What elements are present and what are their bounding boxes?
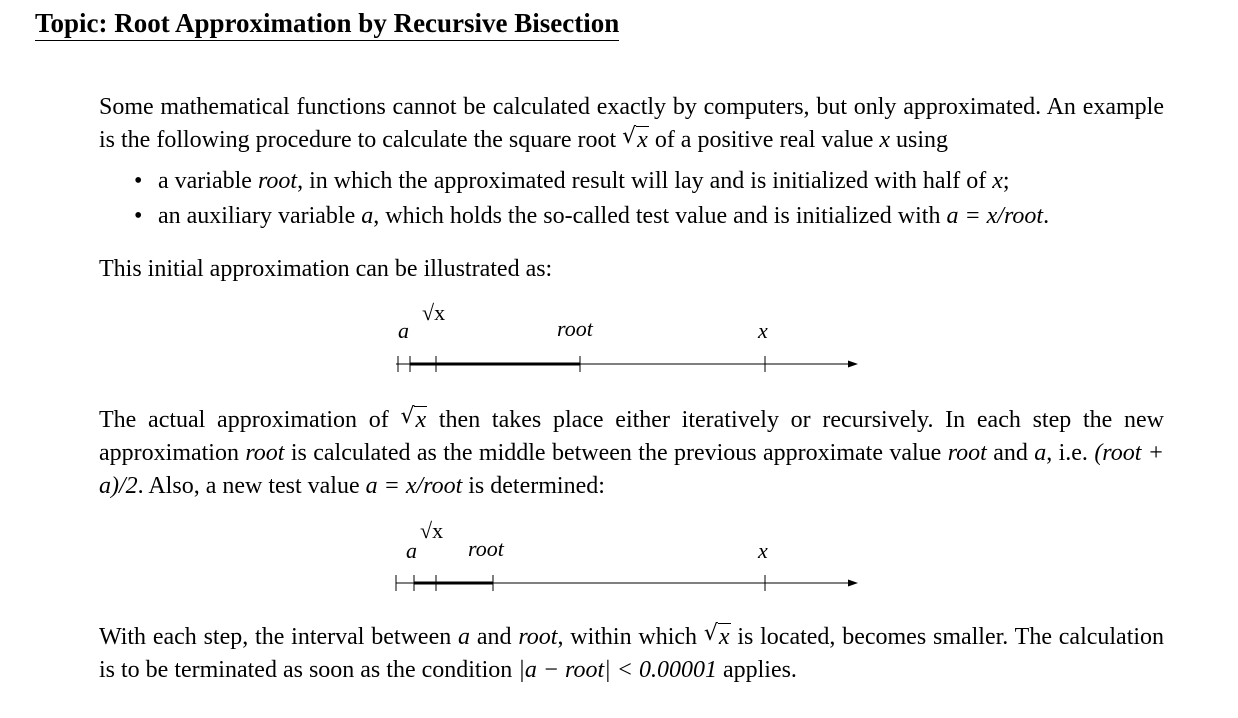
arrow-head-icon <box>848 361 858 368</box>
bullet-icon: • <box>134 168 143 194</box>
intro-text-2: of a positive real value <box>654 127 874 153</box>
var-a: a <box>458 624 471 650</box>
diagram1-label-root: root <box>557 316 593 341</box>
diagram1-label-x: x <box>758 318 768 343</box>
sqrt-x-formula: √ x <box>622 124 648 153</box>
var-root: root <box>245 440 285 466</box>
illustration-caption: This initial approximation can be illustrated as: <box>99 256 553 282</box>
bullet-icon: • <box>134 203 143 229</box>
diagram1-label-sqrt: √x <box>422 300 446 325</box>
page-title: Topic: Root Approximation by Recursive Bisection <box>35 8 619 41</box>
formula-a-eq: a = x/root <box>946 203 1044 229</box>
formula-midpoint: (root + a)/2 <box>99 440 1164 499</box>
termination-condition: |a − root| < 0.00001 <box>518 657 717 683</box>
sqrt-x-formula: √ x <box>400 404 427 433</box>
intro-text-1: Some mathematical functions cannot be calculated exactly by computers, but only approximated. An example is the following procedure to calculate the square root <box>99 94 1164 153</box>
formula-a-eq: a = x/root <box>365 473 463 499</box>
var-a: a <box>1034 440 1047 466</box>
sqrt-x-formula: √ x <box>703 621 730 650</box>
arrow-head-icon <box>848 580 858 587</box>
diagram2-label-a: a <box>406 538 417 563</box>
intro-paragraph <box>99 91 1164 157</box>
diagram1-label-a: a <box>398 318 409 343</box>
var-root: root <box>518 624 558 650</box>
diagram2-label-x: x <box>758 538 768 563</box>
var-root: root <box>257 168 298 194</box>
termination-paragraph: With each step, the interval between a and root, within which √ x is located, becomes smaller. The calculation is to be terminated as soon as the condition |a − root| < 0.00001 applies. <box>99 621 1165 683</box>
var-a: a <box>361 203 374 229</box>
var-x: x <box>879 127 891 153</box>
diagram2-label-root: root <box>468 536 504 561</box>
var-x: x <box>992 168 1003 194</box>
variable-list <box>130 164 1049 234</box>
var-root: root <box>947 440 987 466</box>
list-item: • an auxiliary variable a, which holds the so-called test value and is initialized with a = x/root. <box>130 199 1049 234</box>
list-item: • a variable root, in which the approximated result will lay and is initialized with half of x; <box>130 164 1049 199</box>
diagram2-label-sqrt: √x <box>420 518 444 543</box>
intro-text-3: using <box>896 127 949 153</box>
approximation-paragraph: The actual approximation of √ x then takes place either iteratively or recursively. In each step the new approximation root is calculated as the middle between the previous approximate value root and a, i.e. (root + a)/2. Also, a new test value a = x/root is determined: <box>99 404 1165 499</box>
